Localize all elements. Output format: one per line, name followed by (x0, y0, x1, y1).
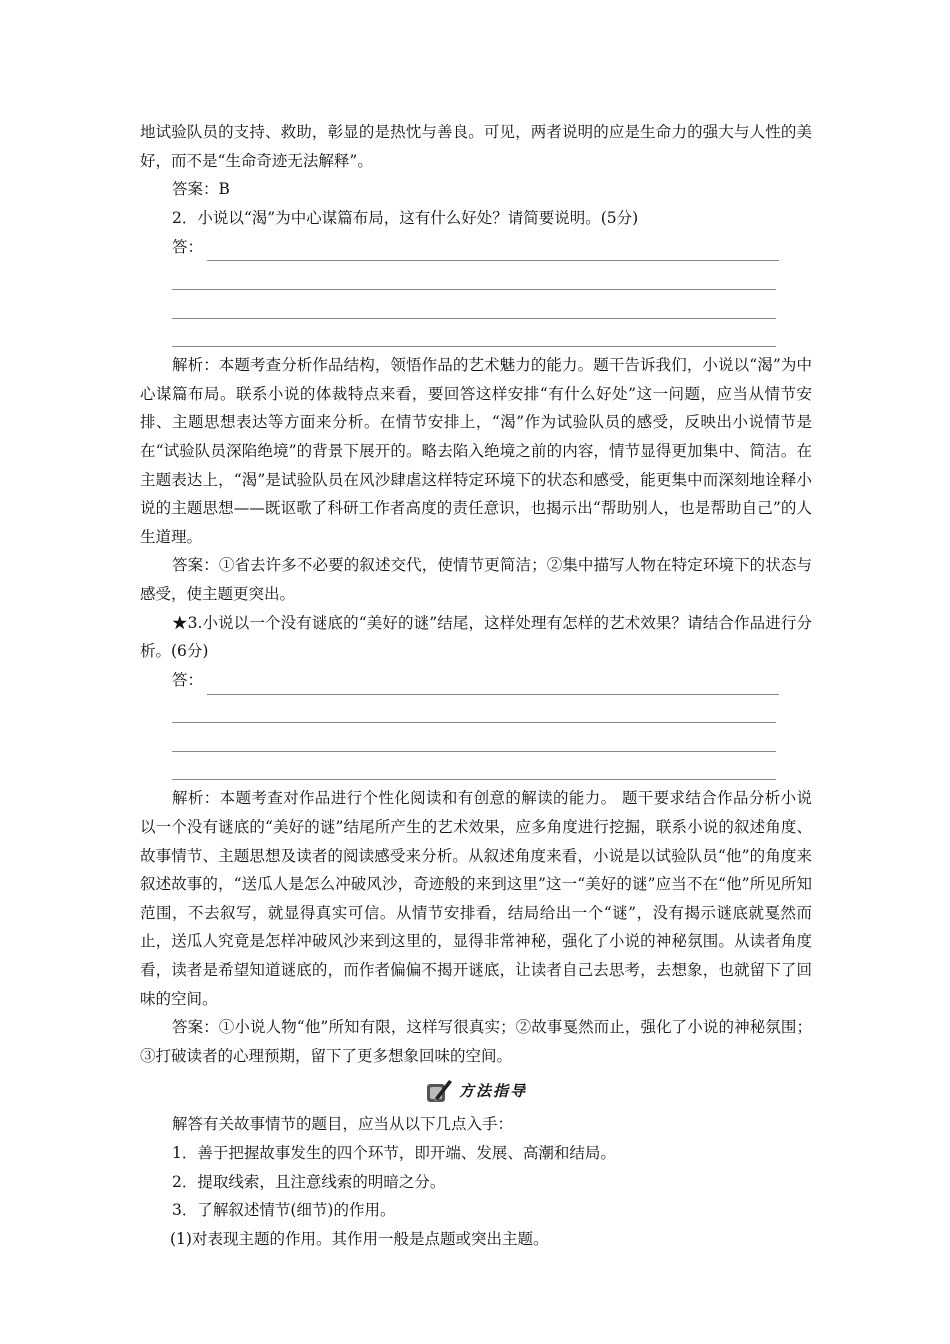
q3-answer: 答案：①小说人物“他”所知有限，这样写很真实；②故事戛然而止，强化了小说的神秘氛围；③打破读者的心理预期，留下了更多想象回味的空间。 (140, 1018, 812, 1065)
method-title: 方法指导 (458, 1082, 527, 1101)
q2-answer: 答案：①省去许多不必要的叙述交代，使情节更简洁；②集中描写人物在特定环境下的状态与感受，使主题更突出。 (140, 556, 812, 603)
q3-answer-label: 答： (172, 671, 204, 690)
method-intro: 解答有关故事情节的题目，应当从以下几点入手： (172, 1115, 514, 1134)
q3-answer-line-4[interactable] (172, 752, 776, 781)
q2-answer-line-1[interactable] (207, 242, 779, 261)
q2-answer-line-2[interactable] (172, 261, 776, 290)
method-item-2: 2．提取线索，且注意线索的明暗之分。 (172, 1172, 446, 1191)
q3-question: ★3.小说以一个没有谜底的“美好的谜”结尾，这样处理有怎样的艺术效果？请结合作品进行分析。(6分) (140, 613, 812, 661)
intro-paragraph: 地试验队员的支持、救助，彰显的是热忱与善良。可见，两者说明的应是生命力的强大与人性的美好，而不是“生命奇迹无法解释”。 (140, 123, 812, 170)
pen-book-icon (425, 1078, 453, 1104)
method-item-3: 3．了解叙述情节(细节)的作用。 (172, 1201, 396, 1220)
method-section-heading (140, 1074, 812, 1108)
method-item-1: 1．善于把握故事发生的四个环节，即开端、发展、高潮和结局。 (172, 1144, 616, 1162)
q3-answer-line-1[interactable] (207, 676, 779, 695)
q2-answer-area[interactable] (140, 232, 812, 261)
method-item-4: (1)对表现主题的作用。其作用一般是点题或突出主题。 (170, 1229, 549, 1248)
q2-answer-label: 答： (172, 237, 204, 256)
q2-answer-line-4[interactable] (172, 319, 776, 348)
q2-answer-line-3[interactable] (172, 290, 776, 319)
q3-answer-area[interactable] (140, 666, 812, 695)
q3-answer-line-2[interactable] (172, 695, 776, 724)
q3-answer-line-3[interactable] (172, 723, 776, 752)
q2-question: 2．小说以“渴”为中心谋篇布局，这有什么好处？请简要说明。(5分) (172, 208, 639, 227)
document-page (140, 118, 812, 1253)
q1-answer: 答案：B (172, 180, 230, 199)
q2-analysis: 解析：本题考查分析作品结构，领悟作品的艺术魅力的能力。题干告诉我们，小说以“渴”为中心谋篇布局。联系小说的体裁特点来看，要回答这样安排“有什么好处”这一问题，应当从情节安排、主题思想表达等方面来分析。在情节安排上，“渴”作为试验队员的感受，反映出小说情节是在“试验队员深陷绝境”的背景下展开的。略去陷入绝境之前的内容，情节显得更加集中、简洁。在主题表达上，“渴”是试验队员在风沙肆虐这样特定环境下的状态和感受，能更集中而深刻地诠释小说的主题思想——既讴歌了科研工作者高度的责任意识，也揭示出“帮助别人，也是帮助自己”的人生道理。 (140, 356, 812, 546)
q3-analysis: 解析：本题考查对作品进行个性化阅读和有创意的解读的能力。 题干要求结合作品分析小说以一个没有谜底的“美好的谜”结尾所产生的艺术效果，应多角度进行挖掘，联系小说的叙述角度、故事情节、主题思想及读者的阅读感受来分析。从叙述角度来看，小说是以试验队员“他”的角度来叙述故事的，“送瓜人是怎么冲破风沙，奇迹般的来到这里”这一“美好的谜”应当不在“他”所见所知范围，不去叙写，就显得真实可信。从情节安排看，结局给出一个“谜”，没有揭示谜底就戛然而止，送瓜人究竟是怎样冲破风沙来到这里的，显得非常神秘，强化了小说的神秘氛围。从读者角度看，读者是希望知道谜底的，而作者偏偏不揭开谜底，让读者自己去思考，去想象，也就留下了回味的空间。 (140, 789, 812, 1008)
